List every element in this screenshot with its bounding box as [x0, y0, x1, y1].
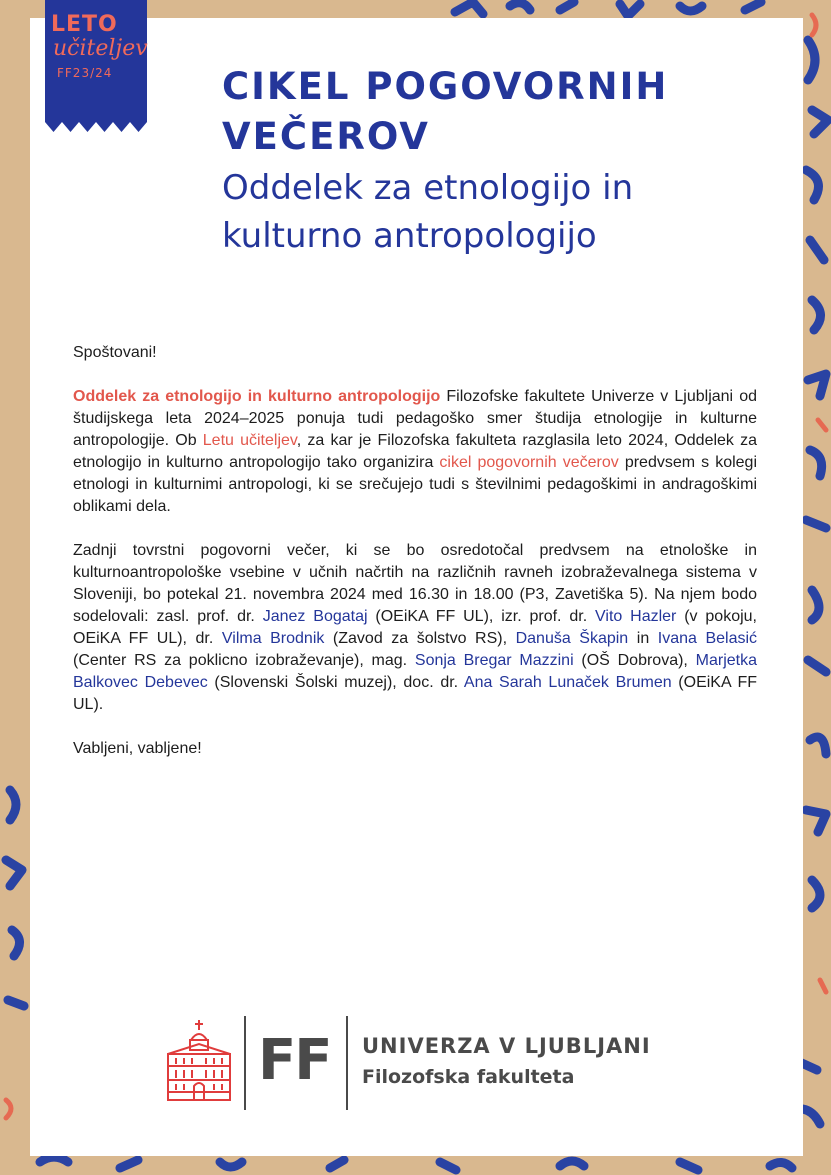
badge-leto: LETO — [51, 12, 118, 37]
badge-uciteljev: učiteljev — [53, 36, 148, 61]
paragraph-event: Zadnji tovrstni pogovorni večer, ki se bo osredotočal predvsem na etnološke in kulturnoantropološke vsebine v učnih načrtih na različnih ravneh izobraževalnega sistema v Sloveniji, bo potekal 21. novembra 2024 med 16.30 in 18.00 (P3, Zavetiška 5). Na njem bodo sodelovali: zasl. prof. dr. Janez Bogataj (OEiKA FF UL), izr. prof. dr. Vito Hazler (v pokoju, OEiKA FF UL), dr. Vilma Brodnik (Zavod za šolstvo RS), Danuša Škapin in Ivana Belasić (Center RS za poklicno izobraževanje), mag. Sonja Bregar Mazzini (OŠ Dobrova), Marjetka Balkovec Debevec (Slovenski Šolski muzej), doc. dr. Ana Sarah Lunaček Brumen (OEiKA FF UL). — [73, 542, 758, 713]
faculty-building-icon — [164, 1018, 234, 1104]
leto-uciteljev-link: Letu učiteljev — [202, 432, 297, 449]
participant-name: Danuša Škapin — [515, 630, 629, 647]
leto-uciteljev-badge — [45, 0, 147, 132]
department-name: Oddelek za etnologijo in kulturno antropologijo — [73, 388, 441, 405]
university-logo — [162, 1012, 682, 1112]
title-line-1: CIKEL POGOVORNIH — [222, 65, 669, 108]
subtitle-line-1: Oddelek za etnologijo in — [222, 168, 634, 208]
closing: Vabljeni, vabljene! — [73, 740, 202, 757]
cikel-link: cikel pogovornih večerov — [439, 454, 619, 471]
title-line-2: VEČEROV — [222, 115, 430, 158]
paragraph-intro: Oddelek za etnologijo in kulturno antropologijo Filozofske fakultete Univerze v Ljubljani od študijskega leta 2024–2025 ponuja tudi pedagoško smer študija etnologije in kulturne antropologije. Ob Letu učiteljev, za kar je Filozofska fakulteta razglasila leto 2024, Oddelek za etnologijo in kulturno antropologijo tako organizira cikel pogovornih večerov predvsem s kolegi etnologi in kulturnimi antropologi, ki se srečujejo tudi s številnimi pedagoškimi in andragoškimi oblikami dela. — [73, 388, 758, 515]
ff-mark: FF — [258, 1028, 331, 1093]
participant-name: Ana Sarah Lunaček Brumen — [463, 674, 672, 691]
logo-divider — [244, 1016, 246, 1110]
badge-year: FF23/24 — [57, 66, 113, 80]
participant-name: Vilma Brodnik — [221, 630, 325, 647]
participant-name: Vito Hazler — [595, 608, 677, 625]
greeting: Spoštovani! — [73, 344, 157, 361]
participant-name: Janez Bogataj — [262, 608, 368, 625]
page-title — [222, 62, 782, 258]
university-name: UNIVERZA V LJUBLJANI — [362, 1034, 651, 1058]
faculty-name: Filozofska fakulteta — [362, 1066, 575, 1088]
participant-name: Marjetka Balkovec Debevec — [73, 652, 757, 691]
participant-name: Ivana Belasić — [657, 630, 758, 647]
logo-divider — [346, 1016, 348, 1110]
participant-name: Sonja Bregar Mazzini — [414, 652, 574, 669]
letter-body — [73, 342, 757, 782]
subtitle-line-2: kulturno antropologijo — [222, 216, 597, 256]
